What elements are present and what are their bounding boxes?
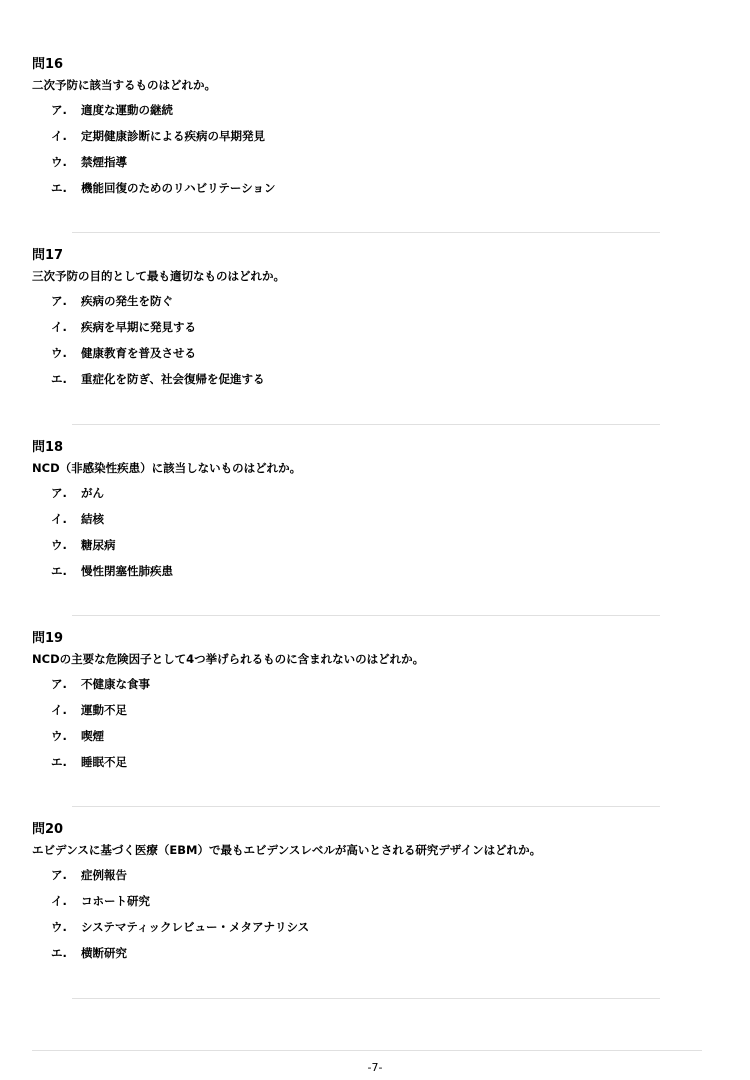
option-list [32,102,662,196]
option-text: 疾病を早期に発見する [81,320,196,334]
option-c [51,154,662,170]
option-mark: イ. [51,512,67,526]
option-mark: エ. [51,564,67,578]
question-divider [72,615,660,616]
option-c [51,537,662,553]
option-mark: ウ. [51,538,67,552]
option-mark: ウ. [51,346,67,360]
option-c [51,345,662,361]
question-number: 問16 [32,57,64,72]
question-text: NCD（非感染性疾患）に該当しないものはどれか。 [32,461,302,475]
option-text: 機能回復のためのリハビリテーション [81,181,276,195]
option-mark: イ. [51,703,67,717]
option-text: 糖尿病 [81,538,116,552]
question-text: 三次予防の目的として最も適切なものはどれか。 [32,269,285,283]
option-mark: イ. [51,894,67,908]
option-text: がん [81,486,104,500]
option-a [51,676,662,692]
option-text: 結核 [81,512,104,526]
option-mark: エ. [51,372,67,386]
question-text: NCDの主要な危険因子として4つ挙げられるものに含まれないのはどれか。 [32,652,425,666]
option-text: システマティックレビュー・メタアナリシス [81,920,310,934]
option-a [51,293,662,309]
option-c [51,919,662,935]
question-divider [72,424,660,425]
question-17 [32,248,662,397]
option-text: 疾病の発生を防ぐ [81,294,173,308]
option-c [51,728,662,744]
option-b [51,511,662,527]
question-number: 問18 [32,440,64,455]
question-divider [72,232,660,233]
question-divider [72,806,660,807]
option-text: 定期健康診断による疾病の早期発見 [81,129,265,143]
question-16 [32,57,662,206]
option-d [51,563,662,579]
footer-divider [32,1050,702,1051]
option-list [32,293,662,387]
option-mark: ア. [51,868,67,882]
option-mark: エ. [51,755,67,769]
option-d [51,180,662,196]
question-divider [72,998,660,999]
option-list [32,676,662,770]
option-mark: ア. [51,103,67,117]
option-a [51,867,662,883]
option-d [51,754,662,770]
option-text: 睡眠不足 [81,755,127,769]
option-d [51,945,662,961]
option-mark: イ. [51,129,67,143]
option-text: 重症化を防ぎ、社会復帰を促進する [81,372,265,386]
option-mark: エ. [51,946,67,960]
question-19 [32,631,662,780]
option-mark: ア. [51,294,67,308]
page-number: -7- [367,1061,383,1074]
option-mark: エ. [51,181,67,195]
option-text: 運動不足 [81,703,127,717]
option-list [32,867,662,961]
question-number: 問17 [32,248,64,263]
question-text: 二次予防に該当するものはどれか。 [32,78,216,92]
option-d [51,371,662,387]
question-18 [32,440,662,589]
option-mark: ウ. [51,155,67,169]
option-mark: ア. [51,677,67,691]
option-text: コホート研究 [81,894,150,908]
option-mark: イ. [51,320,67,334]
option-b [51,319,662,335]
option-text: 不健康な食事 [81,677,150,691]
option-text: 適度な運動の継続 [81,103,173,117]
question-number: 問20 [32,822,64,837]
option-mark: ウ. [51,729,67,743]
question-text: エビデンスに基づく医療（EBM）で最もエビデンスレベルが高いとされる研究デザインはどれか。 [32,843,542,857]
option-mark: ア. [51,486,67,500]
option-a [51,102,662,118]
option-b [51,893,662,909]
question-number: 問19 [32,631,64,646]
question-20 [32,822,662,971]
option-a [51,485,662,501]
option-b [51,128,662,144]
option-text: 症例報告 [81,868,127,882]
option-b [51,702,662,718]
option-text: 横断研究 [81,946,127,960]
option-text: 健康教育を普及させる [81,346,196,360]
option-list [32,485,662,579]
option-mark: ウ. [51,920,67,934]
option-text: 慢性閉塞性肺疾患 [81,564,173,578]
option-text: 禁煙指導 [81,155,127,169]
option-text: 喫煙 [81,729,104,743]
